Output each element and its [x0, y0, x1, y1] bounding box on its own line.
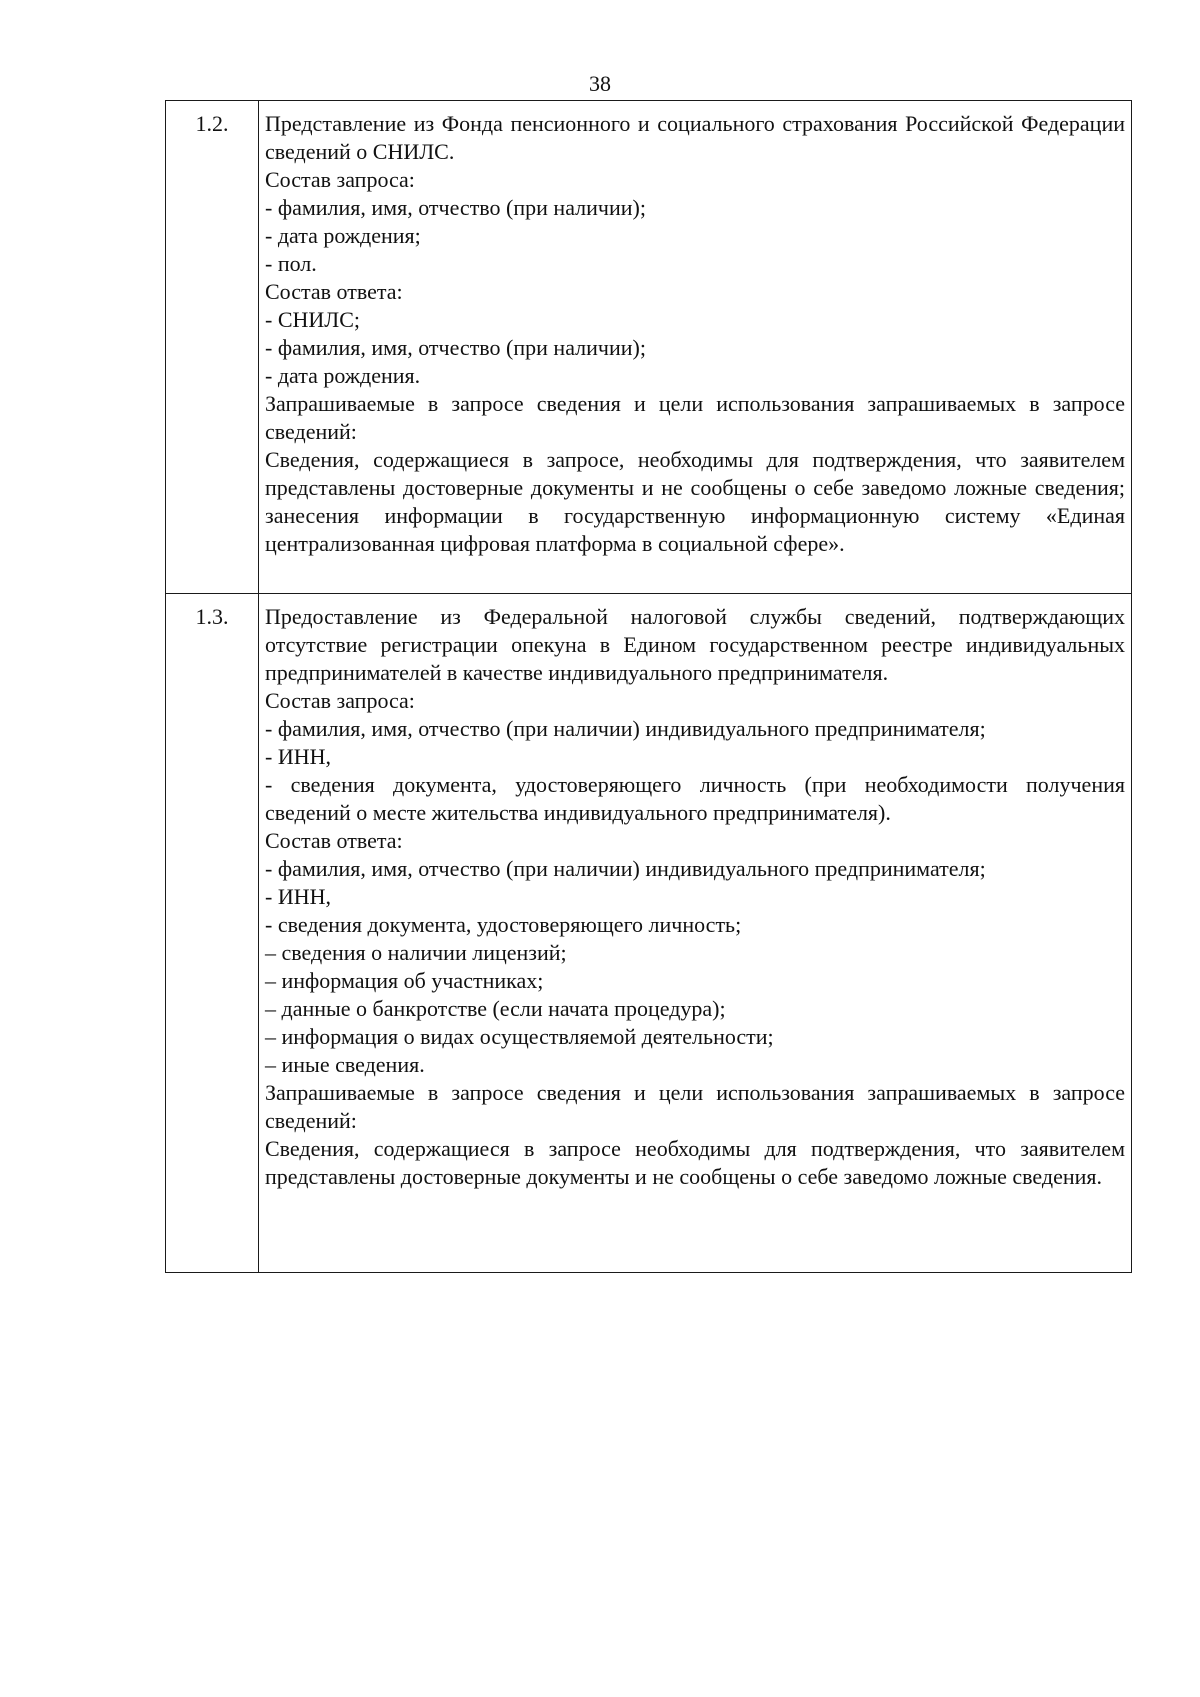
request-item: - фамилия, имя, отчество (при наличии);	[265, 195, 646, 220]
purpose-text: Сведения, содержащиеся в запросе, необходимы для подтверждения, что заявителем представлены достоверные документы и не сообщены о себе заведомо ложные сведения; занесения информации в государственную информационную систему «Единая централизованная цифровая платформа в социальной сфере».	[265, 447, 1125, 556]
response-item: – иные сведения.	[265, 1052, 425, 1077]
response-item: - фамилия, имя, отчество (при наличии);	[265, 335, 646, 360]
response-item: – сведения о наличии лицензий;	[265, 940, 567, 965]
purpose-heading: Запрашиваемые в запросе сведения и цели использования запрашиваемых в запросе сведений:	[265, 391, 1125, 444]
response-item: – информация о видах осуществляемой деятельности;	[265, 1024, 774, 1049]
request-heading: Состав запроса:	[265, 167, 415, 192]
row-number: 1.3.	[166, 594, 259, 1273]
row-title: Предоставление из Федеральной налоговой службы сведений, подтверждающих отсутствие регистрации опекуна в Едином государственном реестре индивидуальных предпринимателей в качестве индивидуального предпринимателя.	[265, 604, 1125, 685]
purpose-heading: Запрашиваемые в запросе сведения и цели использования запрашиваемых в запросе сведений:	[265, 1080, 1125, 1133]
response-item: - дата рождения.	[265, 363, 421, 388]
response-item: - СНИЛС;	[265, 307, 360, 332]
response-heading: Состав ответа:	[265, 279, 403, 304]
row-number: 1.2.	[166, 101, 259, 594]
row-title: Представление из Фонда пенсионного и социального страхования Российской Федерации сведений о СНИЛС.	[265, 111, 1125, 164]
requests-table	[165, 100, 1132, 1273]
table-row	[166, 101, 1132, 594]
response-item: – информация об участниках;	[265, 968, 544, 993]
table-row	[166, 594, 1132, 1273]
response-item: - фамилия, имя, отчество (при наличии) индивидуального предпринимателя;	[265, 856, 986, 881]
request-item: - ИНН,	[265, 744, 331, 769]
request-item: - пол.	[265, 251, 317, 276]
response-item: – данные о банкротстве (если начата процедура);	[265, 996, 726, 1021]
request-item: - сведения документа, удостоверяющего личность (при необходимости получения сведений о месте жительства индивидуального предпринимателя).	[265, 772, 1125, 825]
request-heading: Состав запроса:	[265, 688, 415, 713]
purpose-text: Сведения, содержащиеся в запросе необходимы для подтверждения, что заявителем представлены достоверные документы и не сообщены о себе заведомо ложные сведения.	[265, 1136, 1125, 1189]
response-item: - ИНН,	[265, 884, 331, 909]
row-content	[259, 594, 1132, 1273]
request-item: - дата рождения;	[265, 223, 421, 248]
page-number: 38	[589, 71, 611, 96]
request-item: - фамилия, имя, отчество (при наличии) индивидуального предпринимателя;	[265, 716, 986, 741]
row-content	[259, 101, 1132, 594]
response-item: - сведения документа, удостоверяющего личность;	[265, 912, 742, 937]
response-heading: Состав ответа:	[265, 828, 403, 853]
